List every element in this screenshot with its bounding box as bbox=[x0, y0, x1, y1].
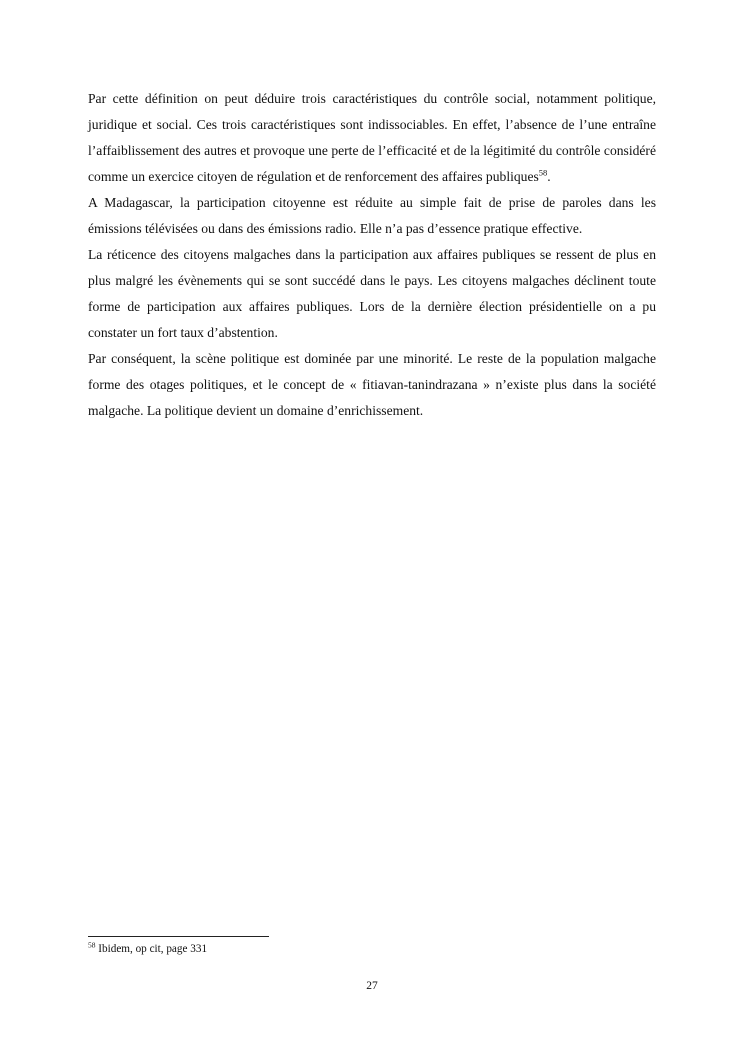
page-number: 27 bbox=[366, 980, 378, 992]
paragraph-1-trailing: . bbox=[547, 169, 551, 184]
paragraph-3: La réticence des citoyens malgaches dans la participation aux affaires publiques se ressent de plus en plus malgré les évènements qui se sont succédé dans le pays. Les citoyens malgaches déclinent toute forme de participation aux affaires publiques. Lors de la dernière élection présidentielle on a pu constater un fort taux d’abstention. bbox=[88, 247, 656, 340]
footnote-reference[interactable]: 58 bbox=[538, 167, 548, 178]
paragraph-2: A Madagascar, la participation citoyenne est réduite au simple fait de prise de paroles dans les émissions télévisées ou dans des émissions radio. Elle n’a pas d’essence pratique effective. bbox=[88, 195, 656, 236]
footnote-text: Ibidem, op cit, page 331 bbox=[95, 943, 208, 955]
paragraph-4: Par conséquent, la scène politique est dominée par une minorité. Le reste de la population malgache forme des otages politiques, et le concept de « fitiavan-tanindrazana » n’existe plus dans la société malgache. La politique devient un domaine d’enrichissement. bbox=[88, 351, 656, 418]
body-text bbox=[88, 86, 656, 424]
paragraph-1-text: Par cette définition on peut déduire trois caractéristiques du contrôle social, notamment politique, juridique et social. Ces trois caractéristiques sont indissociables. En effet, l’absence de l’une entraîne l’affaiblissement des autres et provoque une perte de l’efficacité et de la légitimité du contrôle considéré comme un exercice citoyen de régulation et de renforcement des affaires publiques bbox=[88, 91, 656, 184]
footnote bbox=[88, 941, 207, 957]
paragraph-1 bbox=[88, 86, 656, 190]
footnote-divider bbox=[88, 936, 269, 937]
footnote-number: 58 bbox=[88, 940, 96, 950]
